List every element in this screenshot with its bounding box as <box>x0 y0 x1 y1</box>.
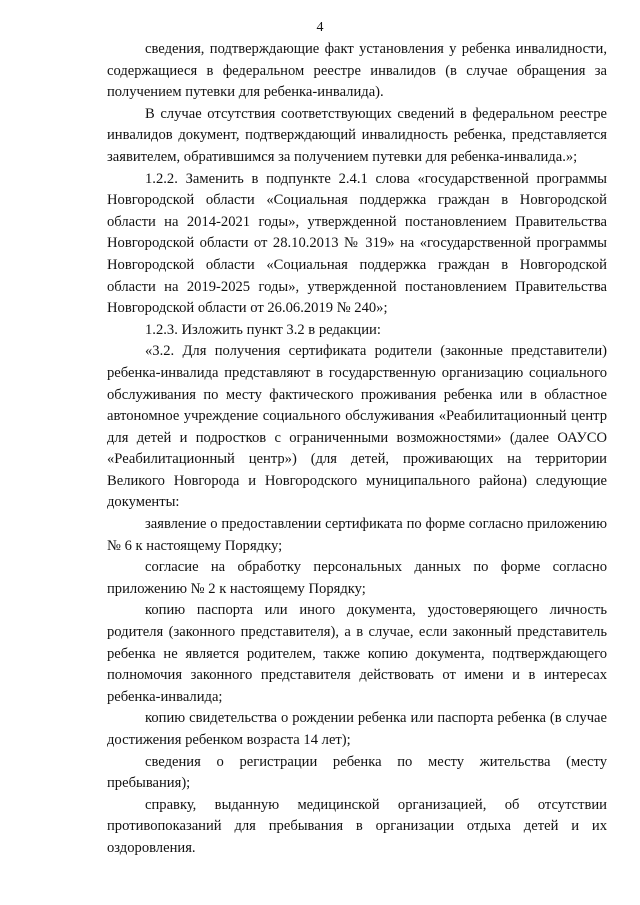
paragraph-no-registry-data: В случае отсутствия соответствующих сведений в федеральном реестре инвалидов документ, подтверждающий инвалидность ребенка, представляется заявителем, обратившимся за получением путевки для ребенка-инвалида.»; <box>107 105 607 165</box>
list-item-registration: сведения о регистрации ребенка по месту жительства (месту пребывания); <box>107 753 607 792</box>
page-number: 4 <box>316 20 324 35</box>
paragraph-1-2-2: 1.2.2. Заменить в подпункте 2.4.1 слова «государственной программы Новгородской области «Социальная поддержка граждан в Новгородской области на 2014-2021 годы», утвержденной постановлением Правительства Новгородской области от 28.10.2013 № 319» на «государственной программы Новгородской области «Социальная поддержка граждан в Новгородской области на 2019-2025 годы», утвержденной постановлением Правительства Новгородской области от 26.06.2019 № 240»; <box>107 170 607 317</box>
list-item-passport-copy: копию паспорта или иного документа, удостоверяющего личность родителя (законного представителя), а в случае, если законный представитель ребенка не является родителем, также копию документа, подтверждающего полномочия законного представителя действовать от имени и в интересах ребенка-инвалида; <box>107 602 607 705</box>
document-body <box>107 39 607 860</box>
list-item-medical-certificate: справку, выданную медицинской организацией, об отсутствии противопоказаний для пребывания в организации отдыха детей и их оздоровления. <box>107 796 607 856</box>
paragraph-disability-info: сведения, подтверждающие факт установления у ребенка инвалидности, содержащиеся в федеральном реестре инвалидов (в случае обращения за получением путевки для ребенка-инвалида). <box>107 41 607 101</box>
paragraph-1-2-3: 1.2.3. Изложить пункт 3.2 в редакции: <box>145 321 381 338</box>
list-item-birth-certificate: копию свидетельства о рождении ребенка или паспорта ребенка (в случае достижения ребенком возраста 14 лет); <box>107 710 607 748</box>
list-item-consent: согласие на обработку персональных данных по форме согласно приложению № 2 к настоящему Порядку; <box>107 559 607 597</box>
list-item-application: заявление о предоставлении сертификата по форме согласно приложению № 6 к настоящему Порядку; <box>107 516 607 554</box>
paragraph-3-2: «3.2. Для получения сертификата родители (законные представители) ребенка-инвалида представляют в государственную организацию социального обслуживания по месту фактического проживания ребенка или в областное автономное учреждение социального обслуживания «Реабилитационный центр для детей и подростков с ограниченными возможностями» (далее ОАУСО «Реабилитационный центр») (для детей, проживающих на территории Великого Новгорода и Новгородского муниципального района) следующие документы: <box>107 343 607 511</box>
